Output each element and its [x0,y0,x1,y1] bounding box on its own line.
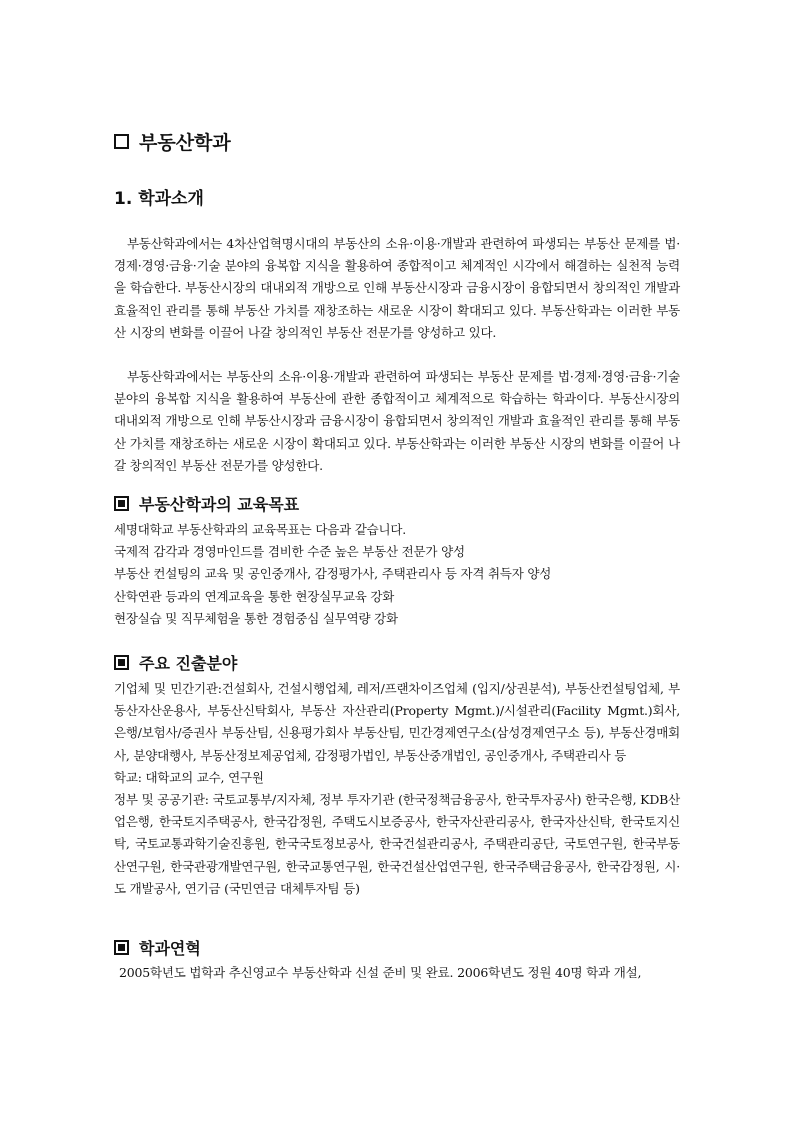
history-heading [114,936,201,959]
filled-square-icon [114,496,129,511]
careers-private-sector: 기업체 및 민간기관:건설회사, 건설시행업체, 레저/프랜차이즈업체 (입지/상권분석), 부동산컨설팅업체, 부동산자산운용사, 부동산신탁회사, 부동산 자산관리(Property Mgmt.)/시설관리(Facility Mgmt.)회사, 은행/보험사/증권사 부동산팀, 신용평가회사 부동산팀, 민간경제연구소(삼성경제연구소 등), 부동산경매회사, 분양대행사, 부동산정보제공업체, 감정평가법인, 부동산중개법인, 공인중개사, 주택관리사 등 [114,681,680,763]
department-title-text: 부동산학과 [139,132,231,154]
empty-square-icon [114,134,129,149]
history-text: 2005학년도 법학과 추신영교수 부동산학과 신설 준비 및 완료. 2006학년도 정원 40명 학과 개설, [119,965,642,980]
intro-paragraph-2: 부동산학과에서는 부동산의 소유·이용·개발과 관련하여 파생되는 부동산 문제를 법·경제·경영·금융·기술 분야의 융복합 지식을 활용하여 부동산에 관한 종합적이고 체계적으로 학습하는 학과이다. 부동산시장의 대내외적 개방으로 인해 부동산시장과 금융시장이 융합되면서 창의적인 개발과 효율적인 관리를 통해 부동산 가치를 재창조하는 새로운 시장이 확대되고 있다. 부동산학과는 이러한 부동산 시장의 변화를 이끌어 나갈 창의적인 부동산 전문가를 양성한다. [114,369,680,473]
goals-list-item: 산학연관 등과의 연계교육을 통한 현장실무교육 강화 [114,588,395,604]
careers-heading-text: 주요 진출분야 [139,654,238,673]
intro-section-title: 1. 학과소개 [114,189,204,209]
intro-paragraph-1: 부동산학과에서는 4차산업혁명시대의 부동산의 소유·이용·개발과 관련하여 파생되는 부동산 문제를 법·경제·경영·금융·기술 분야의 융복합 지식을 활용하여 종합적이고 체계적인 시각에서 해결하는 실천적 능력을 학습한다. 부동산시장의 대내외적 개방으로 인해 부동산시장과 금융시장이 융합되면서 창의적인 개발과 효율적인 관리를 통해 부동산 가치를 재창조하는 새로운 시장이 확대되고 있다. 부동산학과는 이러한 부동산 시장의 변화를 이끌어 나갈 창의적인 부동산 전문가를 양성하고 있다. [114,236,680,340]
goals-list-item: 부동산 컨설팅의 교육 및 공인중개사, 감정평가사, 주택관리사 등 자격 취득자 양성 [114,566,552,582]
goals-list-item: 세명대학교 부동산학과의 교육목표는 다음과 같습니다. [114,522,406,537]
careers-public-sector: 정부 및 공공기관: 국토교통부/지자체, 정부 투자기관 (한국정책금융공사, 한국투자공사) 한국은행, KDB산업은행, 한국토지주택공사, 한국감정원, 주택도시보증공사, 한국자산관리공사, 한국자산신탁, 한국토지신탁, 국토교통과학기술진흥원, 한국국토정보공사, 한국건설관리공사, 주택관리공단, 국토연구원, 한국부동산연구원, 한국관광개발연구원, 한국교통연구원, 한국건설산업연구원, 한국주택금융공사, 한국감정원, 시·도 개발공사, 연기금 (국민연금 대체투자팀 등) [114,792,680,896]
careers-school: 학교: 대학교의 교수, 연구원 [114,769,264,785]
goals-heading-text: 부동산학과의 교육목표 [139,495,300,514]
history-heading-text: 학과연혁 [139,939,201,958]
goals-list-item: 현장실습 및 직무체험을 통한 경험중심 실무역량 강화 [114,610,398,626]
goals-list [114,519,680,630]
filled-square-icon [114,655,129,670]
goals-heading [114,492,299,515]
careers-body [114,678,680,900]
careers-heading [114,651,237,674]
department-title [114,128,231,155]
filled-square-icon [114,940,129,955]
goals-list-item: 국제적 감각과 경영마인드를 겸비한 수준 높은 부동산 전문가 양성 [114,544,465,560]
